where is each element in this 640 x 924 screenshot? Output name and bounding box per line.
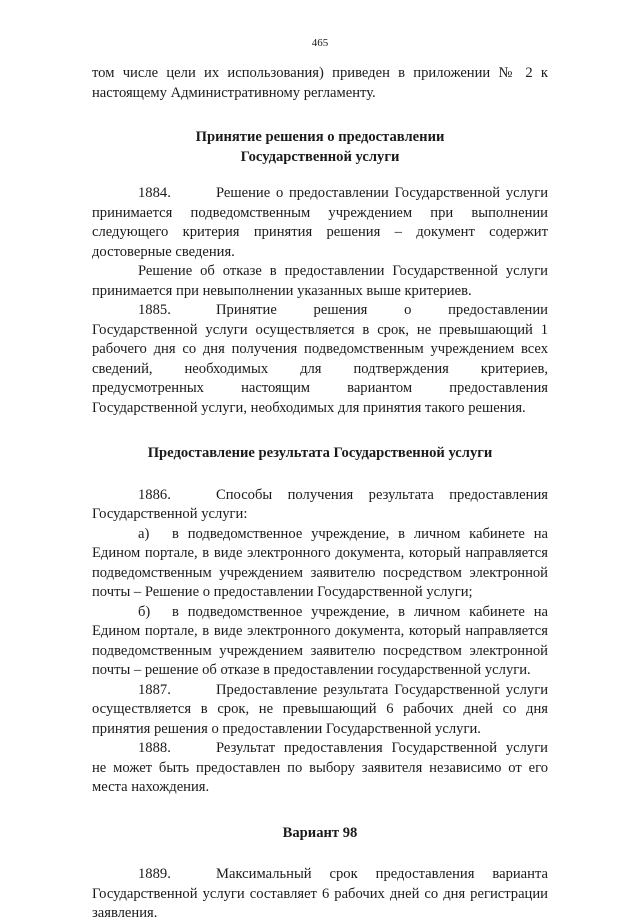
section-heading-variant: Вариант 98: [282, 824, 358, 841]
item-number: 1886.: [138, 486, 171, 503]
paragraph-1889: [92, 865, 548, 924]
paragraph-text: Результат предоставления Государственной услуги не может быть предоставлен по выбору заявителя независимо от его места нахождения.: [92, 740, 548, 795]
section-heading-decision: Принятие решения о предоставлении Государственной услуги: [195, 129, 445, 165]
section-heading-result: Предоставление результата Государственной услуги: [147, 445, 493, 461]
paragraph-1888: [92, 739, 548, 798]
list-marker: а): [138, 525, 150, 542]
paragraph-text: Максимальный срок предоставления варианта Государственной услуги составляет 6 рабочих дней со дня регистрации заявления.: [92, 866, 548, 921]
page-number: 465: [311, 37, 329, 49]
item-number: 1889.: [138, 866, 171, 882]
paragraph-1884: [92, 184, 548, 262]
item-number: 1888.: [138, 740, 171, 756]
paragraph-continuation: том числе цели их использования) приведен в приложении № 2 к настоящему Административному регламенту.: [92, 65, 548, 101]
paragraph-1887: [92, 681, 548, 740]
paragraph-text: Предоставление результата Государственной услуги осуществляется в срок, не превышающий 6 рабочих дней со дня принятия решения о предоставлении Государственной услуги.: [92, 681, 548, 737]
item-number: 1887.: [138, 681, 171, 698]
list-text: в подведомственное учреждение, в личном кабинете на Едином портале, в виде электронного документа, который направляется подведомственным учреждением заявителю посредством электронной почты – Решение о предоставлении Государственной услуги;: [92, 525, 548, 600]
item-number: 1885.: [138, 302, 171, 318]
list-text: в подведомственное учреждение, в личном кабинете на Едином портале, в виде электронного документа, который направляется подведомственным учреждением заявителю посредством электронной почты – решение об отказе в предоставлении государственной услуги.: [92, 603, 548, 678]
item-number: 1884.: [138, 185, 171, 201]
list-item-a: [92, 525, 548, 603]
paragraph-1885: [92, 301, 548, 418]
paragraph-text: Решение о предоставлении Государственной услуги принимается подведомственным учреждением при выполнении следующего критерия принятия решения – документ содержит достоверные сведения.: [92, 185, 548, 260]
paragraph-refusal: Решение об отказе в предоставлении Государственной услуги принимается при невыполнении указанных выше критериев.: [92, 263, 548, 299]
document-body: [92, 64, 548, 924]
list-item-b: [92, 603, 548, 681]
list-marker: б): [138, 603, 151, 620]
paragraph-1886: [92, 486, 548, 525]
paragraph-text: Способы получения результата предоставления Государственной услуги:: [92, 486, 548, 522]
paragraph-text: Принятие решения о предоставлении Государственной услуги осуществляется в срок, не превышающий 1 рабочего дня со дня получения подведомственным учреждением всех сведений, необходимых для подтверждения критериев, предусмотренных настоящим вариантом предоставления Государственной услуги, необходимых для принятия такого решения.: [92, 302, 548, 416]
